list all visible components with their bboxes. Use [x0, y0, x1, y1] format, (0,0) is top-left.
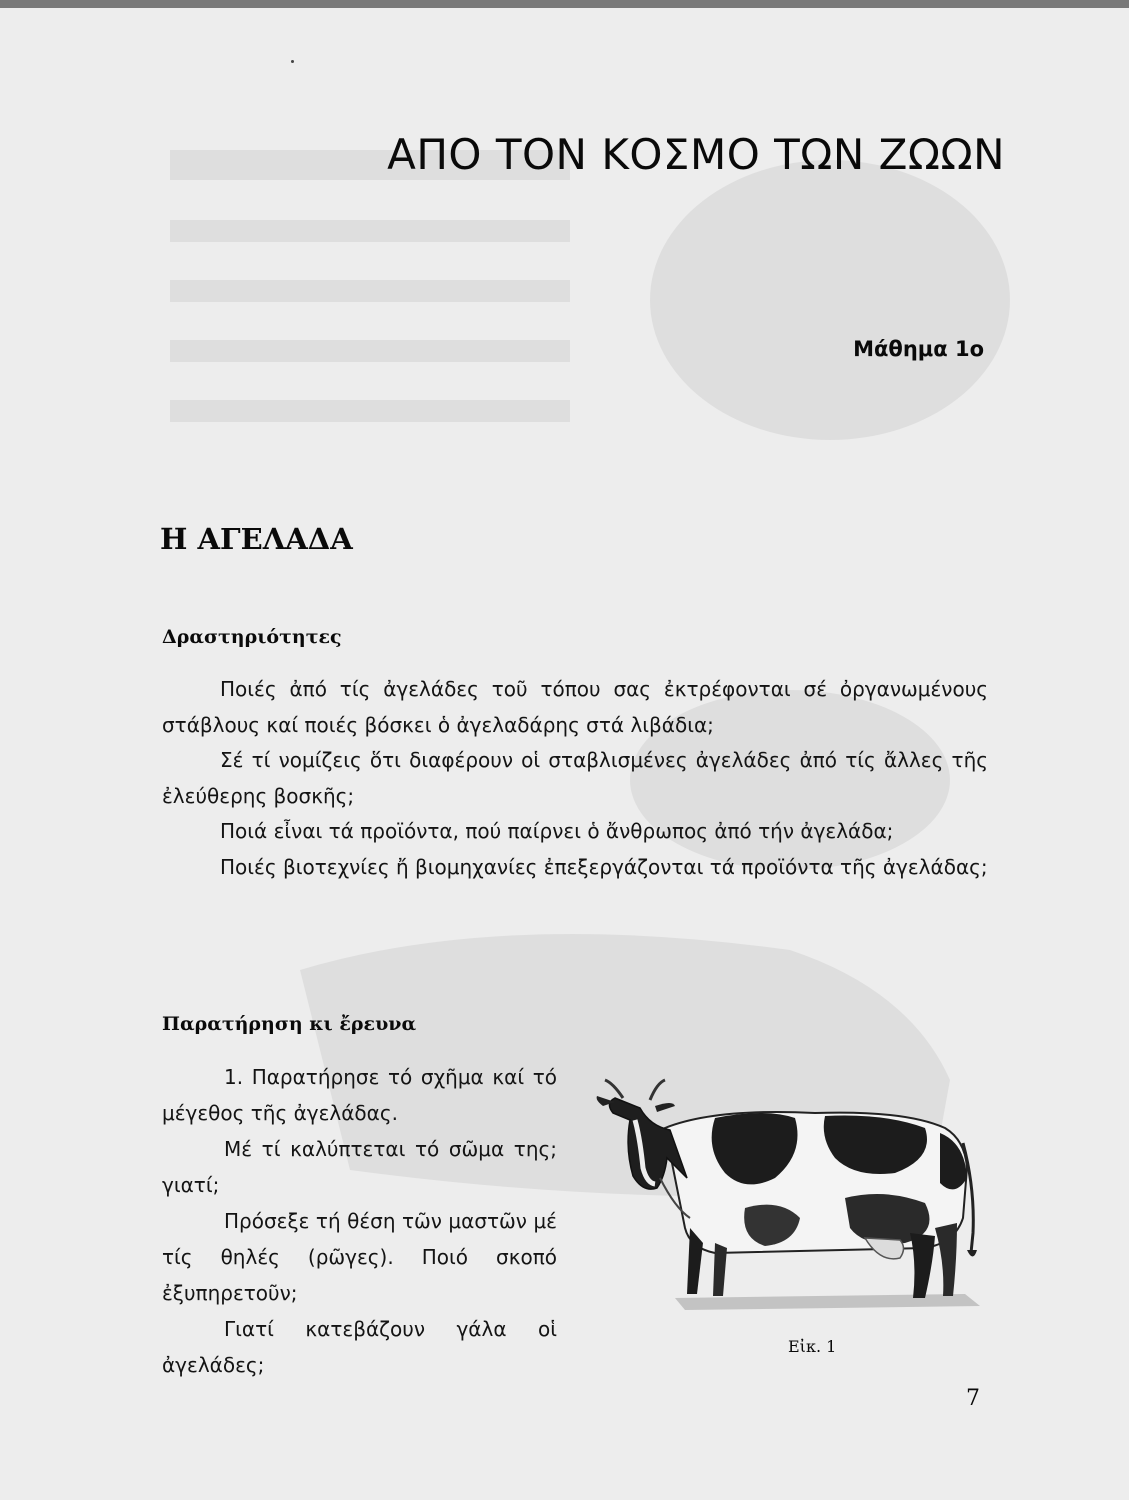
activities-paragraph: Σέ τί νομίζεις ὅτι διαφέρουν οἱ σταβλισμένες ἀγελάδες ἀπό τίς ἄλλες τῆς ἐλεύθερης βοσκῆς;: [162, 748, 988, 808]
figure-caption: Εἰκ. 1: [788, 1337, 837, 1356]
activities-heading: Δραστηριότητες: [162, 626, 342, 648]
observation-text: [162, 1059, 557, 1383]
activities-text: [162, 672, 988, 885]
page-number: 7: [966, 1386, 980, 1411]
section-title: Η ΑΓΕΛΑΔΑ: [160, 522, 353, 556]
lesson-label: Μάθημα 1ο: [853, 337, 984, 361]
cow-illustration: [595, 1058, 985, 1313]
page-title: ΑΠΟ ΤΟΝ ΚΟΣΜΟ ΤΩΝ ΖΩΩΝ: [387, 130, 1005, 179]
activities-paragraph: Ποιά εἶναι τά προϊόντα, πού παίρνει ὁ ἄνθρωπος ἀπό τήν ἀγελάδα;: [220, 819, 894, 843]
observation-paragraph: 1. Παρατήρησε τό σχῆμα καί τό μέγεθος τῆς ἀγελάδας.: [162, 1065, 557, 1125]
observation-paragraph: Γιατί κατεβάζουν γάλα οἱ ἀγελάδες;: [162, 1317, 557, 1377]
scan-edge: [0, 0, 1129, 8]
observation-paragraph: Πρόσεξε τή θέση τῶν μαστῶν μέ τίς θηλές (ρῶγες). Ποιό σκοπό ἐξυπηρετοῦν;: [162, 1209, 557, 1305]
observation-paragraph: Μέ τί καλύπτεται τό σῶμα της; γιατί;: [162, 1137, 557, 1197]
observation-heading: Παρατήρηση κι ἔρευνα: [162, 1013, 417, 1035]
activities-paragraph: Ποιές ἀπό τίς ἀγελάδες τοῦ τόπου σας ἐκτρέφονται σέ ὀργανωμένους στάβλους καί ποιές βόσκει ὁ ἀγελαδάρης στά λιβάδια;: [162, 677, 988, 737]
activities-paragraph: Ποιές βιοτεχνίες ἤ βιομηχανίες ἐπεξεργάζονται τά προϊόντα τῆς ἀγελάδας;: [220, 854, 988, 879]
scan-speck: [291, 60, 294, 63]
